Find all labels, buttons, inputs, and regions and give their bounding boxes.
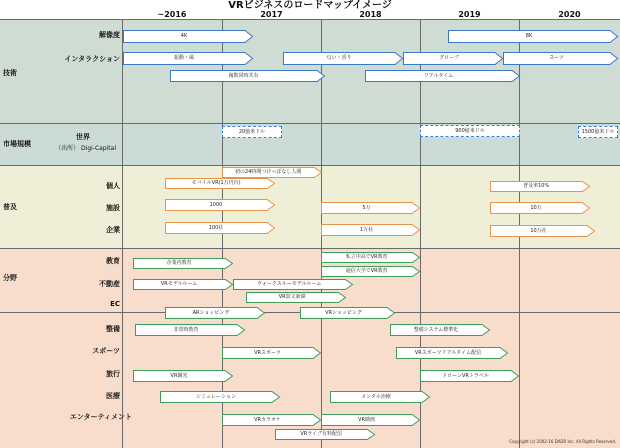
row-label: 個人 — [106, 182, 120, 190]
arrow-shape — [160, 391, 280, 403]
year-header: ~2016 — [157, 10, 187, 19]
arrow-shape — [390, 324, 490, 336]
arrow-shape — [222, 347, 321, 359]
arrow-label: 1万社 — [359, 227, 374, 233]
grid-line — [0, 123, 620, 124]
copyright: Copyright (c) 2002-16 DADR Inc. All Rights Reserved. — [509, 439, 616, 444]
arrow-label: 企業内教育 — [166, 260, 192, 266]
arrow-label: 非常時教育 — [173, 327, 199, 333]
arrow-shape — [321, 202, 420, 214]
row-label: 解像度 — [99, 31, 120, 39]
row-label: 施設 — [106, 204, 120, 212]
arrow-shape — [165, 178, 275, 189]
arrow-label: VRライブ有料配信 — [300, 431, 342, 437]
arrow-shape — [300, 307, 395, 319]
arrow-label: ウォークスルーモデルルーム — [256, 281, 322, 287]
row-label: 教育 — [106, 257, 120, 265]
arrow-label: スーツ — [549, 55, 564, 61]
row-label: 整備 — [106, 325, 120, 333]
arrow-label: 100社 — [208, 225, 224, 231]
arrow-label: モバイルVR(1万円台) — [191, 180, 241, 186]
row-label: （出所） Digi-Capital — [55, 145, 116, 152]
market-box: 20億米ドル — [222, 126, 282, 138]
arrow-label: メンタル治療 — [361, 394, 391, 400]
arrow-shape — [283, 52, 403, 65]
arrow-label: 10万社 — [530, 228, 547, 234]
row-label: EC — [110, 300, 120, 308]
arrow-shape — [170, 70, 325, 82]
arrow-shape — [365, 70, 520, 82]
arrow-shape — [233, 279, 353, 290]
arrow-label: 通信大学でVR教育 — [345, 268, 388, 274]
arrow-shape — [503, 52, 618, 65]
row-label: 不動産 — [99, 280, 120, 288]
arrow-label: VR款文新緯 — [278, 294, 306, 300]
year-header: 2019 — [458, 10, 481, 19]
arrow-shape — [165, 199, 275, 211]
arrow-label: グローブ — [439, 55, 459, 61]
arrow-label: 整備システム標準化 — [413, 327, 459, 333]
arrow-shape — [246, 292, 346, 303]
market-box: 900億米ドル — [420, 125, 520, 137]
arrow-shape — [321, 224, 420, 236]
arrow-shape — [123, 30, 253, 43]
arrow-label: 普及率10% — [523, 183, 550, 189]
row-label: 世界 — [76, 133, 90, 141]
arrow-label: VRモデルルーム — [160, 281, 198, 287]
arrow-shape — [396, 347, 508, 359]
arrow-label: 10万 — [530, 205, 542, 211]
arrow-shape — [321, 266, 420, 277]
row-label: エンターティメント — [69, 413, 132, 421]
row-label: インタラクション — [64, 55, 120, 63]
arrow-label: リアルタイム — [423, 73, 454, 79]
page-title: VRビジネスのロードマップイメージ — [228, 0, 392, 11]
arrow-shape — [123, 52, 253, 65]
grid-line — [0, 248, 620, 249]
year-header: 2020 — [558, 10, 581, 19]
arrow-label: VRカラオケ — [254, 417, 281, 423]
category-label: 分野 — [3, 274, 17, 282]
arrow-shape — [490, 181, 590, 192]
arrow-label: 5万 — [362, 205, 371, 211]
arrow-label: シミュレーション — [196, 394, 236, 400]
arrow-label: 4K — [180, 33, 188, 39]
arrow-label: ARショッピング — [192, 310, 230, 316]
arrow-shape — [490, 225, 595, 237]
arrow-label: 振動・風 — [173, 55, 194, 61]
arrow-label: 8K — [525, 33, 533, 39]
arrow-shape — [133, 370, 233, 382]
arrow-label: ドローンVRトラベル — [442, 373, 489, 379]
arrow-shape — [165, 222, 275, 234]
arrow-shape — [222, 414, 321, 426]
arrow-shape — [490, 202, 590, 214]
arrow-shape — [330, 391, 430, 403]
row-label: 医療 — [106, 392, 120, 400]
arrow-shape — [321, 252, 420, 263]
category-label: 普及 — [3, 203, 17, 211]
grid-line — [0, 165, 620, 166]
arrow-shape — [448, 30, 618, 43]
arrow-label: VR映画 — [358, 417, 375, 423]
arrow-label: 匂い・香り — [326, 55, 352, 61]
arrow-label: 初の24時間つけっぱなし人間 — [234, 169, 302, 175]
arrow-shape — [420, 370, 519, 382]
arrow-shape — [133, 279, 233, 290]
arrow-shape — [133, 258, 233, 269]
arrow-label: VRスポーツ — [254, 350, 281, 356]
arrow-label: VR観光 — [170, 373, 188, 379]
row-label: 旅行 — [106, 370, 120, 378]
grid-line — [122, 19, 123, 448]
arrow-label: VRショッピング — [325, 310, 362, 316]
arrow-shape — [135, 324, 245, 336]
category-label: 市場規模 — [3, 140, 31, 148]
market-box: 1500億米ドル — [578, 126, 618, 138]
arrow-label: 1000 — [209, 202, 223, 208]
grid-line — [420, 19, 421, 448]
arrow-shape — [165, 307, 265, 319]
arrow-shape — [222, 167, 322, 178]
arrow-shape — [275, 429, 375, 440]
arrow-shape — [321, 414, 420, 426]
year-header: 2017 — [260, 10, 283, 19]
arrow-label: 複数同時共有 — [228, 73, 259, 79]
row-label: スポーツ — [92, 347, 120, 355]
arrow-shape — [403, 52, 503, 65]
arrow-label: VRスポーツリアルタイム配信 — [414, 350, 482, 356]
arrow-label: 私立中高でVR教育 — [345, 254, 388, 260]
year-header: 2018 — [359, 10, 382, 19]
category-label: 技術 — [3, 69, 17, 77]
row-label: 企業 — [106, 226, 120, 234]
